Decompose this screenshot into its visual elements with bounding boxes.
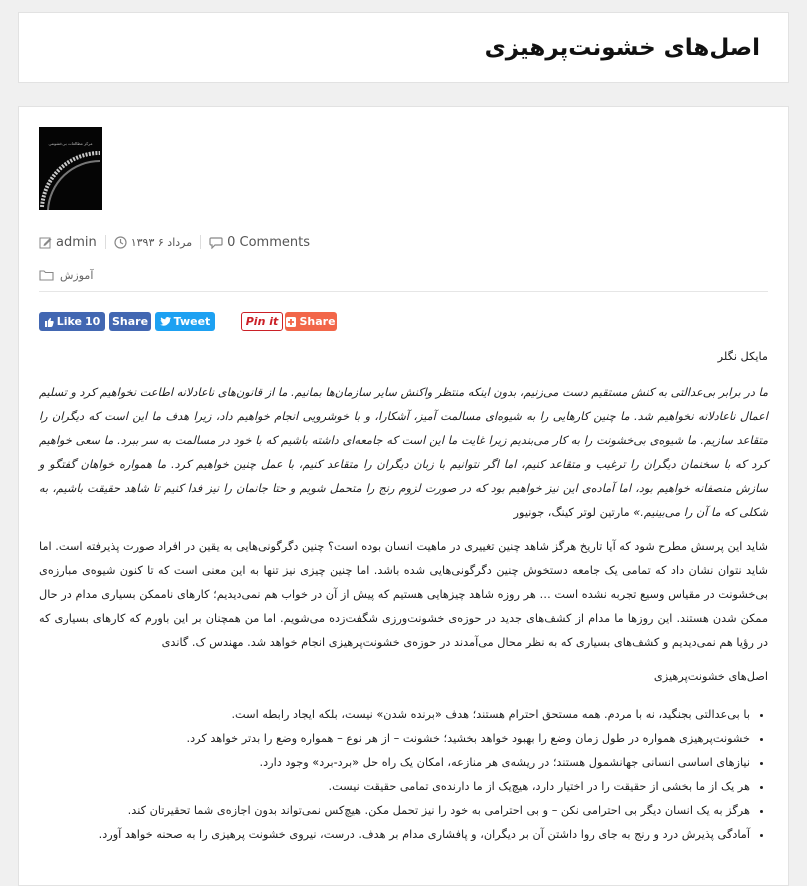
body-paragraph: شاید این پرسش مطرح شود که آیا تاریخ هرگز شاهد چنین تغییری در ماهیت انسان بوده است؟ چنین دگرگونی‌هایی به یقین در افراد صورت پذیرفته است. اما شاید نتوان نشان داد که تمامی یک جامعه دستخوش چنین دگرگونی‌هایی شده باشد. اما چنین چیزی نیز تنها به این معنی است که تا کنون شیوه‌ی مبارزه‌ی بی‌خشونت در مقیاس وسیع تجربه نشده است … هر روزه شاهد چیزهایی هستیم که پیش از آن در خواب هم نمی‌دیدیم؛ کارهای ناممکن بسیاری مدام در حال ممکن شدن هستند. این روزها ما مدام از کشف‌های جدید در حوزه‌ی خشونت‌ورزی شگفت‌زده می‌شویم. اما من همچنان بر این باورم که کارهای بسیاری که در رؤیا هم نمی‌دیدیم و کشف‌های بسیاری که به نظر محال می‌آمدند در حوزه‌ی خشونت‌پرهیزی انجام خواهد شد. مهندس ک. گاندی: [39, 540, 768, 649]
share-buttons: [39, 312, 339, 332]
share-plus-button[interactable]: [285, 312, 337, 331]
page-title: اصل‌های خشونت‌پرهیزی: [484, 35, 760, 61]
category-link[interactable]: آموزش: [60, 268, 94, 282]
facebook-like-button[interactable]: [39, 312, 105, 331]
tweet-label: Tweet: [173, 315, 211, 328]
post-thumbnail[interactable]: [39, 127, 102, 210]
author-name[interactable]: admin: [56, 234, 97, 250]
list-item: • آمادگی پذیرش درد و رنج به جای روا داشتن آن بر دیگران، و پافشاری مدام بر هدف. درست، نیروی خشونت پرهیزی را به صحنه خواهد آورد.: [39, 823, 750, 847]
plus-icon: [286, 317, 296, 327]
post-date: مرداد ۶ ۱۳۹۳: [130, 235, 193, 249]
divider: [39, 291, 768, 292]
facebook-share-label: Share: [111, 315, 149, 328]
quote: [39, 381, 768, 525]
post-category: [39, 265, 93, 285]
like-count: 10: [84, 315, 101, 328]
principles-list: [39, 703, 768, 847]
thumbnail-arc-graphic: [39, 127, 102, 210]
list-item: • خشونت‌پرهیزی همواره در طول زمان وضع را بهبود خواهد بخشید؛ خشونت – از هر نوع – همواره وضع را بدتر خواهد کرد.: [39, 727, 750, 751]
facebook-share-button[interactable]: [109, 312, 151, 331]
pin-label: Pin it: [245, 315, 279, 328]
share-label: Share: [299, 315, 336, 328]
list-item: • نیازهای اساسی انسانی جهانشمول هستند؛ در ریشه‌ی هر منازعه، امکان یک راه حل «برد-برد» وجود دارد.: [39, 751, 750, 775]
thumbnail-caption: مرکز مطالعات بی‌خشونتی: [48, 141, 93, 146]
post-meta: [39, 231, 310, 253]
comment-icon: [209, 236, 223, 249]
thumbs-up-icon: [44, 317, 54, 327]
list-item: • هر یک از ما بخشی از حقیقت را در اختیار دارد، هیچ‌یک از ما دارنده‌ی تمامی حقیقت نیست.: [39, 775, 750, 799]
twitter-bird-icon: [160, 317, 171, 326]
folder-icon: [39, 269, 54, 281]
edit-icon: [39, 236, 52, 249]
list-heading: اصل‌های خشونت‌پرهیزی: [653, 670, 768, 683]
list-item: • با بی‌عدالتی بجنگید، نه با مردم. همه مستحق احترام هستند؛ هدف «برنده شدن» نیست، بلکه ایجاد رابطه است.: [39, 703, 750, 727]
meta-date: [114, 236, 192, 249]
quote-attribution: مارتین لوتر کینگ، جونیور: [513, 506, 630, 519]
meta-author[interactable]: [39, 235, 97, 250]
post-card: [18, 106, 789, 886]
pinterest-button[interactable]: [241, 312, 283, 331]
author-line: مایکل نگلر: [717, 350, 768, 363]
comments-link[interactable]: 0 Comments: [227, 234, 310, 250]
tweet-button[interactable]: [155, 312, 215, 331]
meta-comments[interactable]: [209, 235, 310, 250]
list-item: • هرگز به یک انسان دیگر بی احترامی نکن – و بی احترامی به خود را نیز تحمل مکن. هیچ‌کس نمی‌تواند بدون اجازه‌ی شما تحقیرتان کند.: [39, 799, 750, 823]
quote-text: ما در برابر بی‌عدالتی به کنش مستقیم دست می‌زنیم، بدون اینکه منتظر واکنش سایر سازمان‌ها بمانیم. ما از قانون‌های ناعادلانه اطاعت نخواهیم کرد و تسلیم اعمال ناعادلانه نخواهیم شد. ما چنین کارهایی را به شیوه‌ای مسالمت آمیز، آشکارا، و با خوشرویی انجام خواهیم داد، زیرا هدف ما این است که دیگران را متقاعد سازیم. ما شیوه‌ی بی‌خشونت را به کار می‌بندیم زیرا غایت ما این است که جامعه‌ای داشته باشیم که با خود در مسالمت به سر ببرد. ما سعی خواهیم کرد که با سخنمان دیگران را ترغیب و متقاعد کنیم، اما اگر نتوانیم با زبان دیگران را متقاعد کنیم، با عمل چنین خواهیم کرد. ما همواره خواهان گفتگو و سازش منصفانه خواهیم بود، اما آماده‌ی این نیز خواهیم بود که در صورت لزوم رنج را متحمل شویم و حتا جانمان را نیز فدا کنیم تا شاهد حقیقت باشیم، به شکلی که ما آن را می‌بینیم.»: [39, 386, 768, 519]
clock-icon: [114, 236, 127, 249]
like-label: Like: [56, 315, 82, 328]
post-body: [39, 345, 768, 847]
title-card: [18, 12, 789, 83]
